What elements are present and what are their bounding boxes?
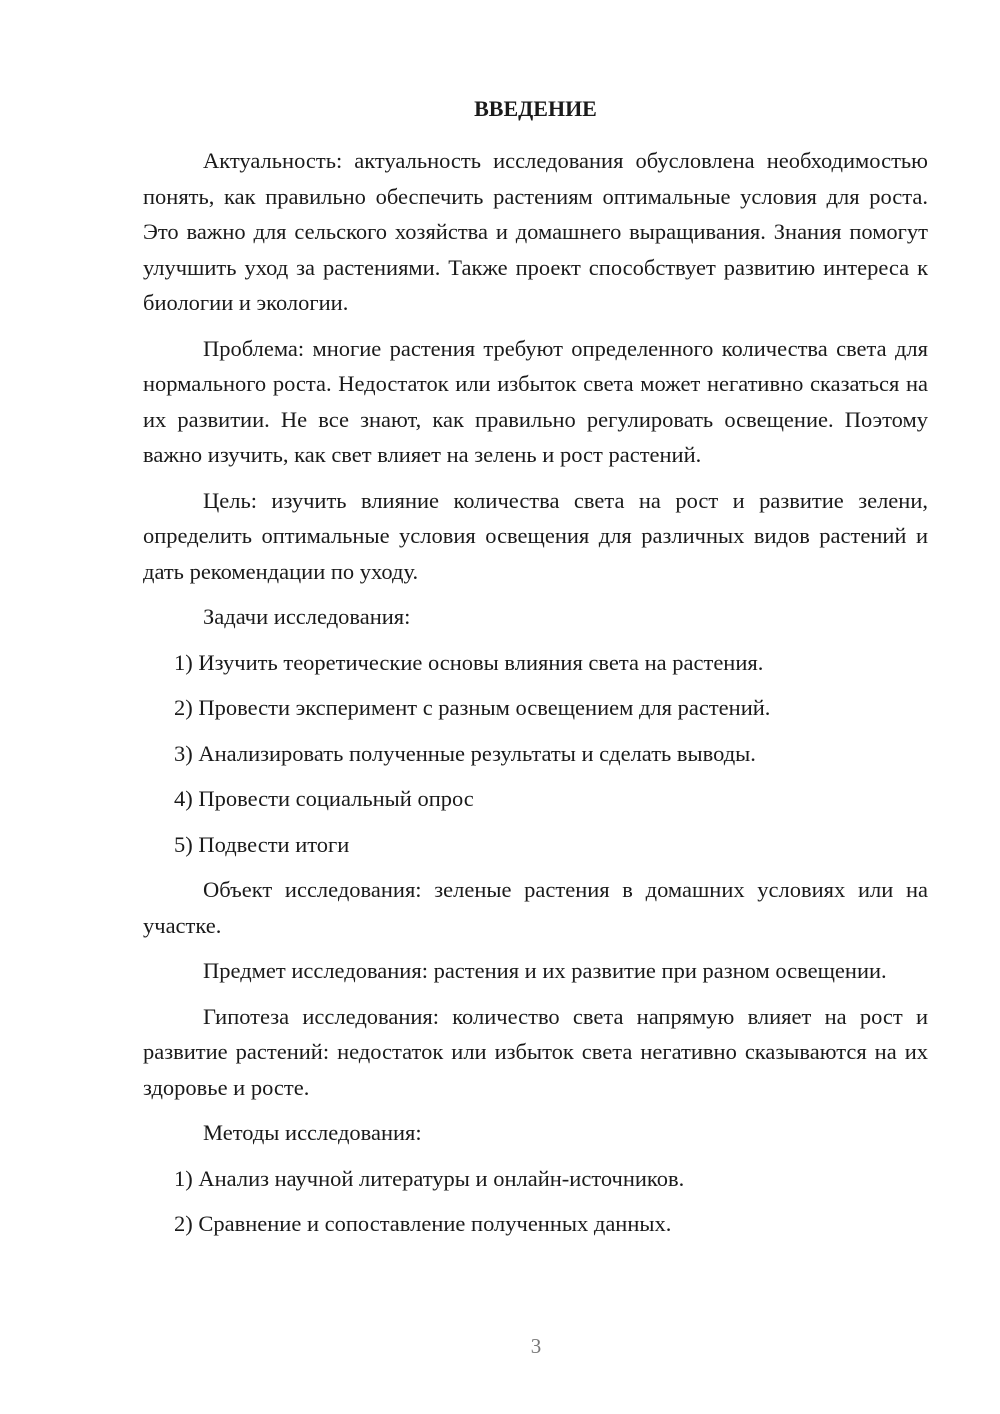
tasks-list xyxy=(143,645,928,863)
list-item: 4) Провести социальный опрос xyxy=(174,786,474,811)
paragraph-object: Объект исследования: зеленые растения в домашних условиях или на участке. xyxy=(143,877,928,938)
paragraph-hypothesis: Гипотеза исследования: количество света напрямую влияет на рост и развитие растений: недостаток или избыток света негативно сказываются на их здоровье и росте. xyxy=(143,1003,928,1100)
list-item: 3) Анализировать полученные результаты и сделать выводы. xyxy=(174,740,756,766)
list-item: 1) Анализ научной литературы и онлайн-источников. xyxy=(174,1165,685,1191)
page-content xyxy=(143,94,928,1242)
tasks-label: Задачи исследования: xyxy=(203,604,411,629)
page-number: 3 xyxy=(530,1334,542,1358)
methods-label: Методы исследования: xyxy=(203,1120,422,1145)
paragraph-subject: Предмет исследования: растения и их развитие при разном освещении. xyxy=(203,958,887,983)
page-title: ВВЕДЕНИЕ xyxy=(474,96,597,121)
methods-list xyxy=(143,1161,928,1242)
paragraph-problem: Проблема: многие растения требуют определенного количества света для нормального роста. Недостаток или избыток света может негативно сказаться на их развитии. Не все знают, как правильно регулировать освещение. Поэтому важно изучить, как свет влияет на зелень и рост растений. xyxy=(143,335,928,467)
list-item: 2) Сравнение и сопоставление полученных данных. xyxy=(174,1211,672,1236)
paragraph-relevance: Актуальность: актуальность исследования обусловлена необходимостью понять, как правильно обеспечить растениям оптимальные условия для роста. Это важно для сельского хозяйства и домашнего выращивания. Знания помогут улучшить уход за растениями. Также проект способствует развитию интереса к биологии и экологии. xyxy=(143,148,928,315)
list-item: 1) Изучить теоретические основы влияния света на растения. xyxy=(174,649,764,675)
list-item: 5) Подвести итоги xyxy=(174,831,350,857)
list-item: 2) Провести эксперимент с разным освещением для растений. xyxy=(174,695,771,720)
paragraph-goal: Цель: изучить влияние количества света на рост и развитие зелени, определить оптимальные условия освещения для различных видов растений и дать рекомендации по уходу. xyxy=(143,487,928,584)
